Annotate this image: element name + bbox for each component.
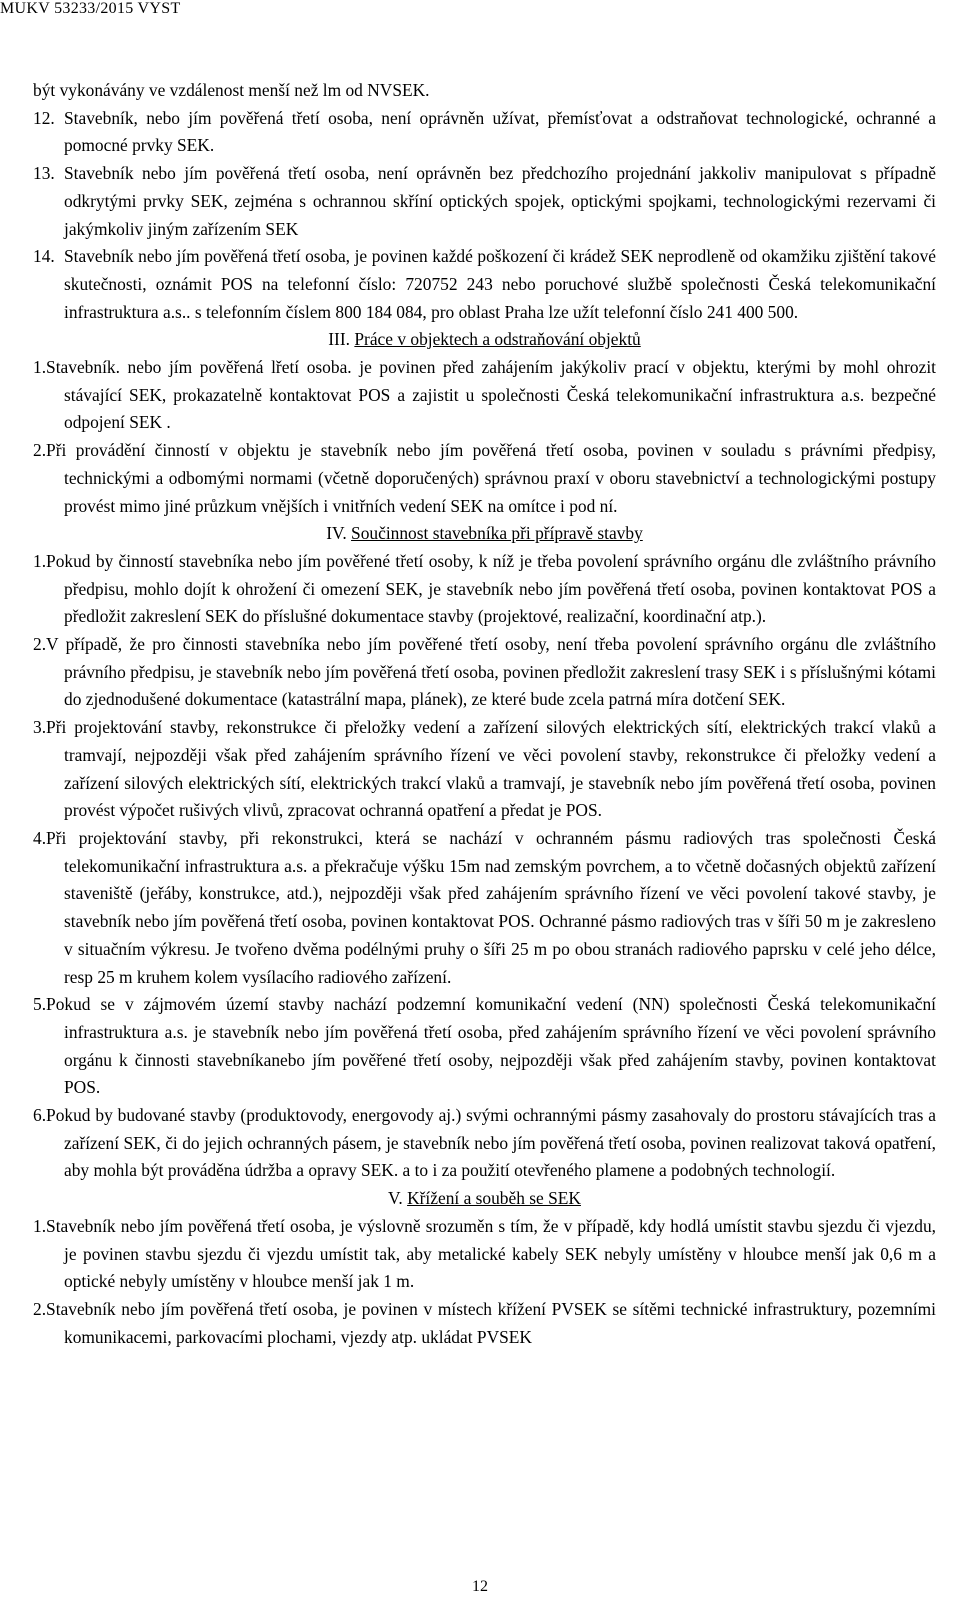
list-item [33, 714, 936, 825]
list-item [33, 243, 936, 326]
section-heading-v [33, 1185, 936, 1213]
intro-line: být vykonávány ve vzdálenost menší než lm od NVSEK. [33, 80, 430, 100]
section-title: Křížení a souběh se SEK [407, 1188, 581, 1209]
list-item [33, 548, 936, 631]
item-text: Pokud by budované stavby (produktovody, energovody aj.) svými ochrannými pásmy zasahovaly do prostoru stávajících tras a zařízení SEK, či do jejich ochranných pásem, je stavebník nebo jím pověřená třetí osoba, povinen realizovat taková opatření, aby mohla být prováděna údržba a opravy SEK. a to i za použití otevřeného plamene a podobných technologií. [46, 1105, 936, 1181]
item-text: Pokud se v zájmovém území stavby nachází podzemní komunikační vedení (NN) společnosti Česká telekomunikační infrastruktura a.s. je stavebník nebo jím pověřená třetí osoba, před zahájením správního řízení ve věci povolení správního orgánu k činnosti stavebníkanebo jím pověřené třetí osoby, nejpozději však před zahájením stavby, povinen kontaktovat POS. [46, 994, 936, 1098]
list-item [33, 437, 936, 520]
item-text: Stavebník. nebo jím pověřená lřetí osoba. je povinen před zahájením jakýkoliv prací v objektu, kterými by mohl ohrozit stávající SEK, prokazatelně kontaktovat POS a zajistit u společnosti Česká telekomunikační infrastruktura a.s. bezpečné odpojení SEK . [46, 357, 936, 433]
item-number: 1. [33, 1215, 47, 1236]
document-reference-header: MUKV 53233/2015 VYST [0, 0, 181, 17]
item-number: 3. [33, 717, 47, 738]
section-heading-iii [33, 326, 936, 354]
list-item [33, 825, 936, 991]
item-number: 12. [33, 107, 55, 128]
item-text: V případě, že pro činnosti stavebníka nebo jím pověřené třetí osoby, není třeba povolení správního orgánu dle zvláštního právního předpisu, je stavebník nebo jím pověřená třetí osoba, povinen předložit zakreslení trasy SEK i s příslušnými kótami do zjednodušené dokumentace (katastrální mapa, plánek), ze které bude zcela patrná míra dotčení SEK. [46, 634, 936, 710]
list-item [33, 1296, 936, 1351]
item-text: Při projektování stavby, při rekonstrukci, která se nachází v ochranném pásmu radiových tras společnosti Česká telekomunikační infrastruktura a.s. a překračuje výšku 15m nad zemským povrchem, a to včetně dočasných objektů zařízení staveniště (jeřáby, konstrukce, atd.), nejpozději však před zahájením správního řízení ve věci povolení takové stavby, je stavebník nebo jím pověřená třetí osoba, povinen kontaktovat POS. Ochranné pásmo radiových tras v šíři 50 m je zakresleno v situačním výkresu. Je tvořeno dvěma podélnými pruhy o šíři 25 m po obou stranách radiového paprsku v celé jeho délce, resp 25 m kruhem kolem vysílacího radiového zařízení. [46, 827, 936, 987]
item-number: 6. [33, 1105, 47, 1126]
item-text: Při projektování stavby, rekonstrukce či přeložky vedení a zařízení silových elektrických sítí, elektrických trakcí vlaků a tramvají, nejpozději však před zahájením správního řízení ve věci povolení stavby, rekonstrukce či přeložky vedení a zařízení silových elektrických sítí, elektrických trakcí vlaků a tramvají, je stavebník nebo jím pověřená třetí osoba, povinen provést výpočet rušivých vlivů, zpracovat ochranná opatření a předat je POS. [46, 717, 936, 821]
items-list-continued [33, 105, 936, 327]
item-number: 2. [33, 634, 47, 655]
list-item [33, 1213, 936, 1296]
list-item [33, 160, 936, 243]
item-text: Stavebník nebo jím pověřená třetí osoba, je výslovně srozuměn s tím, že v případě, kdy hodlá umístit stavbu sjezdu či vjezdu, je povinen stavbu sjezdu či vjezdu umístit tak, aby metalické kabely SEK nebyly umístěny v hloubce menší jak 0,6 m a optické nebyly umístěny v hloubce menší jak 1 m. [46, 1215, 936, 1292]
list-item [33, 105, 936, 160]
page-number: 12 [472, 1578, 488, 1595]
item-number: 1. [33, 550, 47, 571]
item-number: 13. [33, 163, 55, 184]
section-title: Součinnost stavebníka při přípravě stavby [351, 523, 643, 544]
list-item [33, 631, 936, 714]
item-number: 5. [33, 994, 47, 1015]
list-item [33, 354, 936, 437]
section-heading-iv [33, 520, 936, 548]
list-item [33, 991, 936, 1102]
item-number: 4. [33, 827, 47, 848]
section-title: Práce v objektech a odstraňování objektů [354, 329, 641, 350]
item-text: Stavebník nebo jím pověřená třetí osoba, je povinen v místech křížení PVSEK se sítěmi technické infrastruktury, pozemními komunikacemi, parkovacími plochami, vjezdy atp. ukládat PVSEK [46, 1298, 936, 1347]
item-text: Stavebník nebo jím pověřená třetí osoba, je povinen každé poškození či krádež SEK neprodleně od okamžiku zjištění takové skutečnosti, oznámit POS na telefonní číslo: 720752 243 nebo poruchové službě společnosti Česká telekomunikační infrastruktura a.s.. s telefonním číslem 800 184 084, pro oblast Praha lze užít telefonní číslo 241 400 500. [64, 246, 936, 322]
item-number: 2. [33, 1298, 47, 1319]
item-number: 14. [33, 246, 55, 267]
item-text: Pokud by činností stavebníka nebo jím pověřené třetí osoby, k níž je třeba povolení správního orgánu dle zvláštního právního předpisu, mohlo dojít k ohrožení či omezení SEK, je stavebník nebo jím pověřená třetí osoba, povinen kontaktovat POS a předložit zakreslení SEK do příslušné dokumentace stavby (projektové, realizační, koordinační atp.). [46, 550, 936, 627]
list-item [33, 1102, 936, 1185]
document-body [33, 77, 936, 1351]
item-text: Při provádění činností v objektu je stavebník nebo jím pověřená třetí osoba, povinen v souladu s právními předpisy, technickými a odbomými normami (včetně doporučených) správnou praxí v oboru stavebnictví a technologickými postupy provést mimo jiné průzkum vnějších i vnitřních vedení SEK na omítce i pod ní. [46, 440, 936, 516]
item-number: 1. [33, 357, 47, 378]
section-number: IV. [326, 523, 347, 544]
section-number: V. [388, 1188, 403, 1209]
item-number: 2. [33, 440, 47, 461]
item-text: Stavebník, nebo jím pověřená třetí osoba, není oprávněn užívat, přemísťovat a odstraňovat technologické, ochranné a pomocné prvky SEK. [64, 107, 936, 156]
section-number: III. [328, 329, 350, 350]
item-text: Stavebník nebo jím pověřená třetí osoba, není oprávněn bez předchozího projednání jakkoliv manipulovat s případně odkrytými prvky SEK, zejména s ochrannou skříní optických spojek, optickými spojkami, technologickými rezervami či jakýmkoliv jiným zařízením SEK [64, 163, 936, 239]
